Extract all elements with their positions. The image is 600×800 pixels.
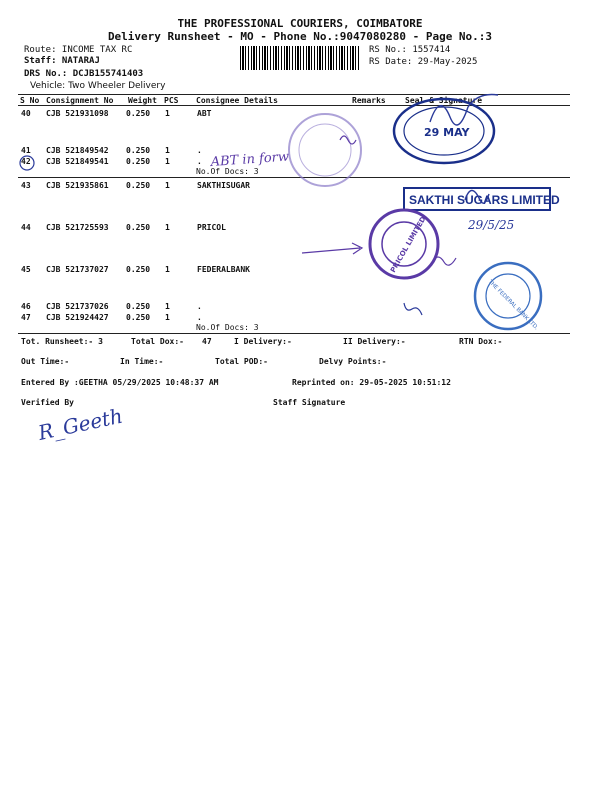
entered-by: Entered By :GEETHA 05/29/2025 10:48:37 AM — [21, 378, 219, 387]
staff-label: Staff: NATARAJ — [24, 56, 100, 66]
vehicle-label: Vehicle: Two Wheeler Delivery — [30, 81, 166, 91]
row-45-weight: 0.250 — [126, 265, 151, 274]
col-pcs: PCS — [164, 96, 179, 105]
verified-by-label: Verified By — [21, 398, 74, 407]
row-43-weight: 0.250 — [126, 181, 151, 190]
pricol-stamp-text: PRICOL LIMITED — [389, 215, 428, 274]
row-40-consignment: CJB 521931098 — [46, 109, 109, 118]
arrow-mark — [302, 243, 362, 254]
row-41-consignee: . — [197, 146, 202, 155]
rs-number: RS No.: 1557414 — [369, 45, 451, 55]
total-dox-label: Total Dox:- — [131, 337, 184, 346]
row-42-weight: 0.250 — [126, 157, 151, 166]
federal-signature — [404, 303, 422, 315]
federal-bank-stamp — [475, 263, 541, 331]
staff-signature-label: Staff Signature — [273, 398, 346, 407]
row-46-consignee: . — [197, 302, 202, 311]
col-weight: Weight — [128, 96, 157, 105]
row-47-weight: 0.250 — [126, 313, 151, 322]
row-42-consignee: . — [197, 157, 202, 166]
row-41-consignment: CJB 521849542 — [46, 146, 109, 155]
total-pod: Total POD:- — [215, 357, 268, 366]
total-runsheet: Tot. Runsheet:- 3 — [21, 337, 103, 346]
company-title: THE PROFESSIONAL COURIERS, COIMBATORE — [177, 17, 423, 30]
sakthi-stamp-text: SAKTHI SUGARS LIMITED — [409, 193, 560, 207]
rtn-dox: RTN Dox:- — [459, 337, 503, 346]
rs-date: RS Date: 29-May-2025 — [369, 57, 478, 67]
federal-stamp-text: THE FEDERAL BANK LTD. — [486, 279, 540, 332]
col-seal: Seal & Signature — [405, 96, 483, 105]
row-44-consignee: PRICOL — [197, 223, 226, 232]
row-47-pcs: 1 — [165, 313, 170, 322]
verified-by-signature: R_Geeth — [36, 403, 125, 445]
pricol-signature — [432, 257, 456, 265]
drs-number: DRS No.: DCJB155741403 — [24, 69, 144, 79]
row-43-consignee: SAKTHISUGAR — [197, 181, 250, 190]
sakthi-sugars-stamp — [404, 188, 560, 210]
row-40-consignee: ABT — [197, 109, 212, 118]
row-40-sno: 40 — [21, 109, 31, 118]
row-43-pcs: 1 — [165, 181, 170, 190]
delvy-points: Delvy Points:- — [319, 357, 387, 366]
row-42-pcs: 1 — [165, 157, 170, 166]
row-45-pcs: 1 — [165, 265, 170, 274]
pricol-stamp — [370, 210, 438, 278]
row-44-consignment: CJB 521725593 — [46, 223, 109, 232]
row-46-weight: 0.250 — [126, 302, 151, 311]
docs-count-note: No.Of Docs: 3 — [196, 167, 259, 176]
ii-delivery: II Delivery:- — [343, 337, 406, 346]
row-47-consignee: . — [197, 313, 202, 322]
abt-handwritten-note: ABT in forw — [210, 149, 290, 170]
runsheet-subtitle: Delivery Runsheet - MO - Phone No.:9047080280 - Page No.:3 — [107, 30, 493, 43]
col-consignment: Consignment No — [46, 96, 114, 105]
row-42-sno: 42 — [21, 157, 31, 166]
row-43-sno: 43 — [21, 181, 31, 190]
row-44-pcs: 1 — [165, 223, 170, 232]
in-time: In Time:- — [120, 357, 164, 366]
row-40-pcs: 1 — [165, 109, 170, 118]
abt-stamp-date: 29 MAY — [424, 126, 470, 139]
row-40-weight: 0.250 — [126, 109, 151, 118]
row-46-consignment: CJB 521737026 — [46, 302, 109, 311]
row-44-sno: 44 — [21, 223, 31, 232]
col-remarks: Remarks — [352, 96, 386, 105]
route-label: Route: INCOME TAX RC — [24, 45, 133, 55]
row-47-consignment: CJB 521924427 — [46, 313, 109, 322]
row-41-pcs: 1 — [165, 146, 170, 155]
abt-stamp — [394, 99, 494, 163]
row-41-weight: 0.250 — [126, 146, 151, 155]
i-delivery: I Delivery:- — [234, 337, 292, 346]
row-45-consignment: CJB 521737027 — [46, 265, 109, 274]
out-time: Out Time:- — [21, 357, 70, 366]
row-42-circle-mark — [20, 156, 34, 170]
sakthi-handwritten-date: 29/5/25 — [468, 218, 515, 232]
row-42-consignment: CJB 521849541 — [46, 157, 109, 166]
row-45-sno: 45 — [21, 265, 31, 274]
reprinted-on: Reprinted on: 29-05-2025 10:51:12 — [292, 378, 451, 387]
row-46-pcs: 1 — [165, 302, 170, 311]
purple-round-stamp — [289, 114, 361, 186]
row-45-consignee: FEDERALBANK — [197, 265, 250, 274]
col-consignee: Consignee Details — [196, 96, 278, 105]
row-46-sno: 46 — [21, 302, 31, 311]
col-sno: S No — [20, 96, 40, 105]
row-44-weight: 0.250 — [126, 223, 151, 232]
docs-count-note: No.Of Docs: 3 — [196, 323, 259, 332]
row-41-sno: 41 — [21, 146, 31, 155]
row-47-sno: 47 — [21, 313, 31, 322]
row-43-consignment: CJB 521935861 — [46, 181, 109, 190]
total-dox-value: 47 — [202, 337, 212, 346]
